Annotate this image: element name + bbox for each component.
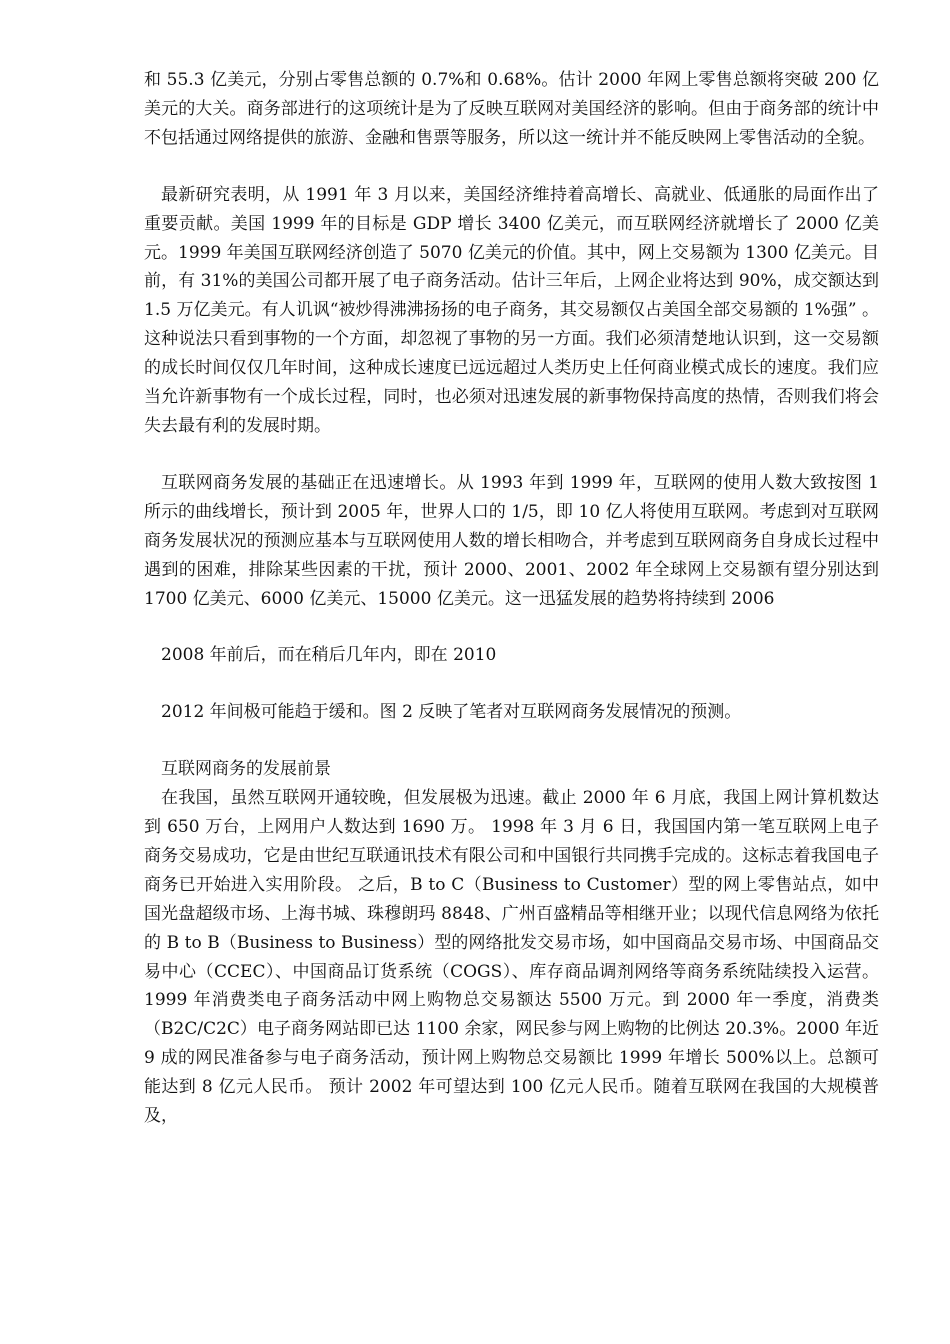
- paragraph-gap: [144, 153, 879, 181]
- paragraph-gap: [144, 670, 879, 698]
- section-heading: 互联网商务的发展前景: [161, 759, 331, 780]
- paragraph-gap: [144, 613, 879, 641]
- paragraph-us-economy: 最新研究表明，从 1991 年 3 月以来，美国经济维持着高增长、高就业、低通胀的局面作出了重要贡献。美国 1999 年的目标是 GDP 增长 3400 亿美元，而互联网经济就增长了 2000 亿美元。1999 年美国互联网经济创造了 5070 亿美元的价值。其中，网上交易额为 1300 亿美元。目前，有 31%的美国公司都开展了电子商务活动。估计三年后，上网企业将达到 90%，成交额达到 1.5 万亿美元。有人讥讽“被炒得沸沸扬扬的电子商务，其交易额仅占美国全部交易额的 1%强” 。这种说法只看到事物的一个方面，却忽视了事物的另一方面。我们必须清楚地认识到，这一交易额的成长时间仅仅几年时间，这种成长速度已远远超过人类历史上任何商业模式成长的速度。我们应当允许新事物有一个成长过程，同时，也必须对迅速发展的新事物保持高度的热情，否则我们将会失去最有利的发展时期。: [144, 184, 885, 436]
- paragraph-china-development: 在我国，虽然互联网开通较晚，但发展极为迅速。截止 2000 年 6 月底，我国上网计算机数达到 650 万台，上网用户人数达到 1690 万。 1998 年 3 月 6 日，我国国内第一笔互联网上电子商务交易成功，它是由世纪互联通讯技术有限公司和中国银行共同携手完成的。这标志着我国电子商务已开始进入实用阶段。 之后，B to C（Business to Customer）型的网上零售站点，如中国光盘超级市场、上海书城、珠穆朗玛 8848、广州百盛精品等相继开业；以现代信息网络为依托的 B to B（Business to Business）型的网络批发交易市场，如中国商品交易市场、中国商品交易中心（CCEC）、中国商品订货系统（COGS）、库存商品调剂网络等商务系统陆续投入运营。1999 年消费类电子商务活动中网上购物总交易额达 5500 万元。到 2000 年一季度，消费类（B2C/C2C）电子商务网站即已达 1100 余家，网民参与网上购物的比例达 20.3%。2000 年近 9 成的网民准备参与电子商务活动，预计网上购物总交易额比 1999 年增长 500%以上。总额可能达到 8 亿元人民币。 预计 2002 年可望达到 100 亿元人民币。随着互联网在我国的大规模普及，: [144, 788, 885, 1127]
- paragraph-gap: [144, 727, 879, 755]
- paragraph-2012: 2012 年间极可能趋于缓和。图 2 反映了笔者对互联网商务发展情况的预测。: [161, 702, 742, 723]
- paragraph-2008: 2008 年前后，而在稍后几年内，即在 2010: [161, 645, 497, 666]
- paragraph-retail-stats: 和 55.3 亿美元，分别占零售总额的 0.7%和 0.68%。估计 2000 年网上零售总额将突破 200 亿美元的大关。商务部进行的这项统计是为了反映互联网对美国经济的影响。但由于商务部的统计中不包括通过网络提供的旅游、金融和售票等服务，所以这一统计并不能反映网上零售活动的全貌。: [144, 70, 879, 148]
- paragraph-growth-forecast: 互联网商务发展的基础正在迅速增长。从 1993 年到 1999 年，互联网的使用人数大致按图 1 所示的曲线增长，预计到 2005 年，世界人口的 1/5，即 10 亿人将使用互联网。考虑到对互联网商务发展状况的预测应基本与互联网使用人数的增长相吻合，并考虑到互联网商务自身成长过程中遇到的困难，排除某些因素的干扰，预计 2000、2001、2002 年全球网上交易额有望分别达到 1700 亿美元、6000 亿美元、15000 亿美元。这一迅猛发展的趋势将持续到 2006: [144, 472, 885, 609]
- paragraph-gap: [144, 441, 879, 469]
- document-page: [144, 66, 885, 1131]
